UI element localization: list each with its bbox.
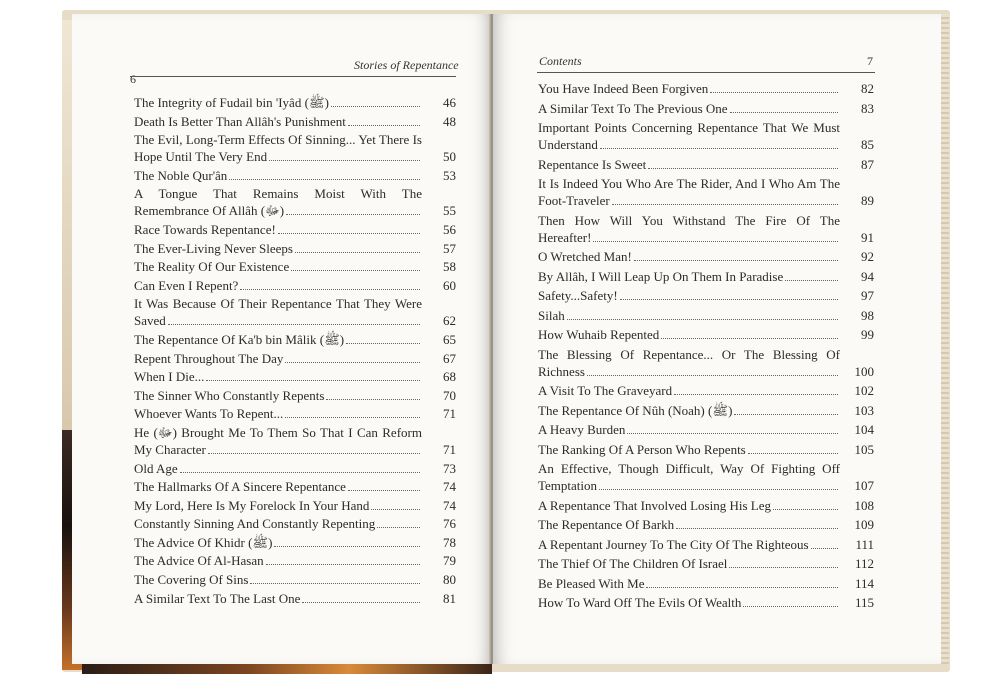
toc-entry bbox=[134, 405, 456, 422]
toc-entry-page-number: 46 bbox=[443, 95, 456, 110]
dot-leader bbox=[648, 168, 838, 169]
toc-entry-title: The Sinner Who Constantly Repents bbox=[134, 387, 325, 403]
dot-leader bbox=[331, 106, 420, 107]
toc-entry-title: The Covering Of Sins bbox=[134, 572, 249, 588]
toc-entry bbox=[134, 590, 456, 607]
dot-leader bbox=[567, 319, 838, 320]
toc-entry bbox=[538, 402, 874, 419]
dot-leader bbox=[250, 583, 420, 584]
toc-entry bbox=[538, 326, 874, 343]
dot-leader bbox=[734, 414, 838, 415]
toc-entry-page-number: 102 bbox=[854, 383, 874, 398]
toc-entry-title: Important Points Concerning Repentance That We Must Understand bbox=[538, 120, 840, 152]
toc-entry bbox=[134, 221, 456, 238]
left-running-head: Stories of Repentance bbox=[354, 58, 459, 72]
toc-entry-title: The Repentance Of Nûh (Noah) (ﷺ) bbox=[538, 402, 733, 418]
toc-entry-title: Can Even I Repent? bbox=[134, 277, 239, 293]
dot-leader bbox=[710, 92, 838, 93]
toc-entry-page-number: 85 bbox=[861, 137, 874, 152]
toc-entry-page-number: 65 bbox=[443, 331, 456, 347]
toc-entry-title: A Visit To The Graveyard bbox=[538, 383, 673, 398]
toc-entry-page-number: 53 bbox=[443, 167, 456, 183]
toc-entry bbox=[538, 80, 874, 97]
dot-leader bbox=[729, 567, 838, 568]
toc-entry bbox=[134, 277, 456, 294]
toc-entry bbox=[134, 94, 456, 111]
toc-entry-title: Old Age bbox=[134, 460, 178, 476]
toc-entry-page-number: 82 bbox=[861, 81, 874, 96]
toc-entry-title: Constantly Sinning And Constantly Repenting bbox=[134, 516, 376, 532]
toc-entry bbox=[134, 552, 456, 569]
toc-entry bbox=[538, 555, 874, 572]
toc-entry-page-number: 50 bbox=[443, 149, 456, 165]
toc-entry bbox=[538, 287, 874, 304]
toc-entry bbox=[538, 460, 874, 494]
toc-entry-title: You Have Indeed Been Forgiven bbox=[538, 81, 709, 96]
toc-entry-page-number: 71 bbox=[443, 441, 456, 457]
dot-leader bbox=[377, 527, 420, 528]
toc-entry bbox=[134, 113, 456, 130]
toc-entry bbox=[538, 346, 874, 380]
toc-entry bbox=[538, 175, 874, 209]
dot-leader bbox=[240, 289, 420, 290]
toc-entry-page-number: 94 bbox=[861, 268, 874, 284]
toc-entry-page-number: 89 bbox=[861, 193, 874, 208]
toc-entry-page-number: 68 bbox=[443, 369, 456, 385]
toc-entry bbox=[134, 515, 456, 532]
toc-entry-title: Silah bbox=[538, 307, 565, 323]
toc-entry-page-number: 100 bbox=[854, 363, 874, 379]
toc-entry-page-number: 97 bbox=[861, 288, 874, 303]
toc-entry-page-number: 79 bbox=[443, 553, 456, 569]
toc-entry bbox=[538, 119, 874, 153]
toc-entry-page-number: 74 bbox=[443, 497, 456, 513]
toc-entry-title: He (ﷻ) Brought Me To Them So That I Can Reform My Character bbox=[134, 424, 422, 457]
toc-entry-page-number: 80 bbox=[443, 572, 456, 588]
toc-entry bbox=[538, 100, 874, 117]
dot-leader bbox=[278, 233, 420, 234]
toc-entry bbox=[538, 156, 874, 173]
dot-leader bbox=[266, 564, 420, 565]
toc-entry bbox=[134, 240, 456, 257]
toc-entry-title: The Hallmarks Of A Sincere Repentance bbox=[134, 479, 346, 495]
toc-entry-title: My Lord, Here Is My Forelock In Your Hand bbox=[134, 497, 370, 513]
toc-entry bbox=[134, 534, 456, 551]
toc-entry-page-number: 111 bbox=[855, 536, 874, 552]
toc-entry-page-number: 87 bbox=[861, 156, 874, 172]
dot-leader bbox=[348, 125, 420, 126]
toc-entry bbox=[134, 460, 456, 477]
right-page bbox=[493, 14, 941, 664]
left-page-number: 6 bbox=[130, 72, 136, 86]
toc-entry-page-number: 115 bbox=[854, 595, 874, 610]
dot-leader bbox=[180, 472, 420, 473]
toc-entry bbox=[538, 421, 874, 438]
dot-leader bbox=[785, 280, 838, 281]
dot-leader bbox=[208, 453, 420, 454]
dot-leader bbox=[291, 270, 420, 271]
right-toc-list bbox=[538, 80, 874, 614]
right-page-number: 7 bbox=[867, 54, 873, 68]
toc-entry-title: It Was Because Of Their Repentance That They Were Saved bbox=[134, 296, 422, 329]
toc-entry-page-number: 81 bbox=[443, 590, 456, 606]
dot-leader bbox=[206, 380, 420, 381]
toc-entry-title: It Is Indeed You Who Are The Rider, And I Who Am The Foot-Traveler bbox=[538, 176, 840, 208]
dot-leader bbox=[346, 343, 420, 344]
dot-leader bbox=[748, 453, 838, 454]
toc-entry bbox=[538, 536, 874, 553]
toc-entry-page-number: 67 bbox=[443, 350, 456, 366]
toc-entry-page-number: 92 bbox=[861, 249, 874, 264]
toc-entry-page-number: 58 bbox=[443, 259, 456, 275]
toc-entry-page-number: 71 bbox=[443, 406, 456, 422]
toc-entry bbox=[134, 295, 456, 329]
toc-entry-page-number: 57 bbox=[443, 240, 456, 256]
toc-entry-page-number: 107 bbox=[854, 478, 874, 493]
dot-leader bbox=[634, 260, 838, 261]
toc-entry-page-number: 55 bbox=[443, 203, 456, 219]
dot-leader bbox=[269, 160, 420, 161]
toc-entry-title: The Blessing Of Repentance... Or The Blessing Of Richness bbox=[538, 346, 840, 379]
toc-entry-title: Race Towards Repentance! bbox=[134, 221, 276, 237]
dot-leader bbox=[168, 324, 420, 325]
toc-entry-title: Then How Will You Withstand The Fire Of The Hereafter! bbox=[538, 212, 840, 245]
toc-entry bbox=[538, 594, 874, 611]
toc-entry-title: How To Ward Off The Evils Of Wealth bbox=[538, 595, 742, 610]
toc-entry-page-number: 109 bbox=[854, 517, 874, 532]
toc-entry-title: A Tongue That Remains Moist With The Remembrance Of Allâh (ﷻ) bbox=[134, 186, 422, 219]
toc-entry-title: Repent Throughout The Day bbox=[134, 350, 284, 366]
toc-entry-page-number: 56 bbox=[443, 221, 456, 237]
dot-leader bbox=[599, 489, 838, 490]
toc-entry-title: The Ranking Of A Person Who Repents bbox=[538, 441, 746, 457]
toc-entry-title: A Similar Text To The Last One bbox=[134, 590, 301, 606]
toc-entry bbox=[538, 382, 874, 399]
toc-entry-title: A Heavy Burden bbox=[538, 422, 626, 437]
toc-entry-page-number: 99 bbox=[861, 327, 874, 342]
toc-entry-page-number: 103 bbox=[854, 402, 874, 418]
toc-entry-title: The Integrity of Fudail bin 'Iyâd (ﷺ) bbox=[134, 95, 329, 110]
toc-entry-page-number: 62 bbox=[443, 313, 456, 329]
right-header-rule bbox=[537, 72, 875, 73]
dot-leader bbox=[627, 433, 838, 434]
toc-entry-title: A Repentance That Involved Losing His Leg bbox=[538, 497, 771, 513]
toc-entry bbox=[538, 441, 874, 458]
toc-entry-title: When I Die... bbox=[134, 369, 205, 385]
dot-leader bbox=[730, 112, 838, 113]
toc-entry bbox=[538, 516, 874, 533]
toc-entry-page-number: 104 bbox=[854, 422, 874, 437]
dot-leader bbox=[229, 179, 420, 180]
toc-entry-title: Be Pleased With Me bbox=[538, 575, 645, 591]
toc-entry-title: The Noble Qur'ân bbox=[134, 167, 228, 183]
toc-entry bbox=[134, 478, 456, 495]
dot-leader bbox=[811, 548, 838, 549]
dot-leader bbox=[348, 490, 420, 491]
toc-entry-title: Safety...Safety! bbox=[538, 288, 618, 303]
left-header-rule bbox=[130, 76, 456, 77]
left-page bbox=[72, 14, 492, 664]
toc-entry-title: How Wuhaib Repented bbox=[538, 327, 660, 342]
toc-entry bbox=[134, 167, 456, 184]
toc-entry-title: The Evil, Long-Term Effects Of Sinning... Yet There Is Hope Until The Very End bbox=[134, 132, 422, 165]
dot-leader bbox=[326, 399, 420, 400]
toc-entry-page-number: 74 bbox=[443, 479, 456, 495]
toc-entry-title: Whoever Wants To Repent... bbox=[134, 406, 284, 422]
toc-entry-page-number: 76 bbox=[443, 516, 456, 532]
toc-entry-page-number: 73 bbox=[443, 460, 456, 476]
toc-entry-title: A Similar Text To The Previous One bbox=[538, 100, 728, 116]
toc-entry bbox=[134, 368, 456, 385]
toc-entry-page-number: 78 bbox=[443, 534, 456, 550]
toc-entry bbox=[134, 131, 456, 165]
toc-entry-page-number: 98 bbox=[861, 307, 874, 323]
toc-entry-title: By Allâh, I Will Leap Up On Them In Paradise bbox=[538, 268, 784, 284]
toc-entry-title: The Repentance Of Barkh bbox=[538, 517, 675, 532]
dot-leader bbox=[593, 241, 838, 242]
toc-entry bbox=[134, 331, 456, 348]
toc-entry-page-number: 48 bbox=[443, 113, 456, 129]
toc-entry-page-number: 112 bbox=[854, 556, 874, 571]
toc-entry bbox=[134, 571, 456, 588]
toc-entry-page-number: 91 bbox=[861, 229, 874, 245]
toc-entry-title: A Repentant Journey To The City Of The Righteous bbox=[538, 536, 809, 552]
toc-entry-title: The Thief Of The Children Of Israel bbox=[538, 556, 728, 571]
toc-entry bbox=[538, 268, 874, 285]
dot-leader bbox=[676, 528, 838, 529]
toc-entry bbox=[134, 387, 456, 404]
toc-entry bbox=[134, 350, 456, 367]
toc-entry bbox=[538, 212, 874, 246]
dot-leader bbox=[274, 546, 420, 547]
toc-entry-page-number: 60 bbox=[443, 277, 456, 293]
toc-entry-title: The Reality Of Our Existence bbox=[134, 259, 290, 275]
page-edges-right bbox=[941, 14, 949, 664]
dot-leader bbox=[661, 338, 838, 339]
toc-entry bbox=[538, 307, 874, 324]
dot-leader bbox=[612, 204, 838, 205]
dot-leader bbox=[302, 602, 420, 603]
dot-leader bbox=[285, 417, 420, 418]
toc-entry-title: The Ever-Living Never Sleeps bbox=[134, 240, 293, 256]
dot-leader bbox=[286, 214, 420, 215]
toc-entry-title: The Advice Of Al-Hasan bbox=[134, 553, 264, 569]
toc-entry-title: Repentance Is Sweet bbox=[538, 156, 647, 172]
toc-entry bbox=[538, 575, 874, 592]
dot-leader bbox=[620, 299, 838, 300]
toc-entry-page-number: 108 bbox=[854, 497, 874, 513]
toc-entry bbox=[538, 497, 874, 514]
dot-leader bbox=[371, 509, 420, 510]
toc-entry-page-number: 83 bbox=[861, 100, 874, 116]
dot-leader bbox=[743, 606, 838, 607]
toc-entry-page-number: 114 bbox=[854, 575, 874, 591]
dot-leader bbox=[285, 362, 420, 363]
toc-entry-title: Death Is Better Than Allâh's Punishment bbox=[134, 113, 346, 129]
right-running-head: Contents bbox=[539, 54, 582, 68]
toc-entry bbox=[134, 185, 456, 219]
dot-leader bbox=[600, 148, 838, 149]
toc-entry-title: O Wretched Man! bbox=[538, 249, 632, 264]
toc-entry-title: The Advice Of Khidr (ﷺ) bbox=[134, 534, 273, 550]
toc-entry-page-number: 105 bbox=[854, 441, 874, 457]
dot-leader bbox=[674, 394, 838, 395]
toc-entry bbox=[538, 248, 874, 265]
toc-entry bbox=[134, 258, 456, 275]
toc-entry bbox=[134, 424, 456, 458]
dot-leader bbox=[295, 252, 420, 253]
dot-leader bbox=[646, 587, 838, 588]
toc-entry-page-number: 70 bbox=[443, 387, 456, 403]
toc-entry bbox=[134, 497, 456, 514]
toc-entry-title: An Effective, Though Difficult, Way Of Fighting Off Temptation bbox=[538, 461, 840, 493]
dot-leader bbox=[587, 375, 838, 376]
left-toc-list bbox=[134, 94, 456, 608]
toc-entry-title: The Repentance Of Ka'b bin Mâlik (ﷺ) bbox=[134, 331, 345, 347]
dot-leader bbox=[773, 509, 838, 510]
